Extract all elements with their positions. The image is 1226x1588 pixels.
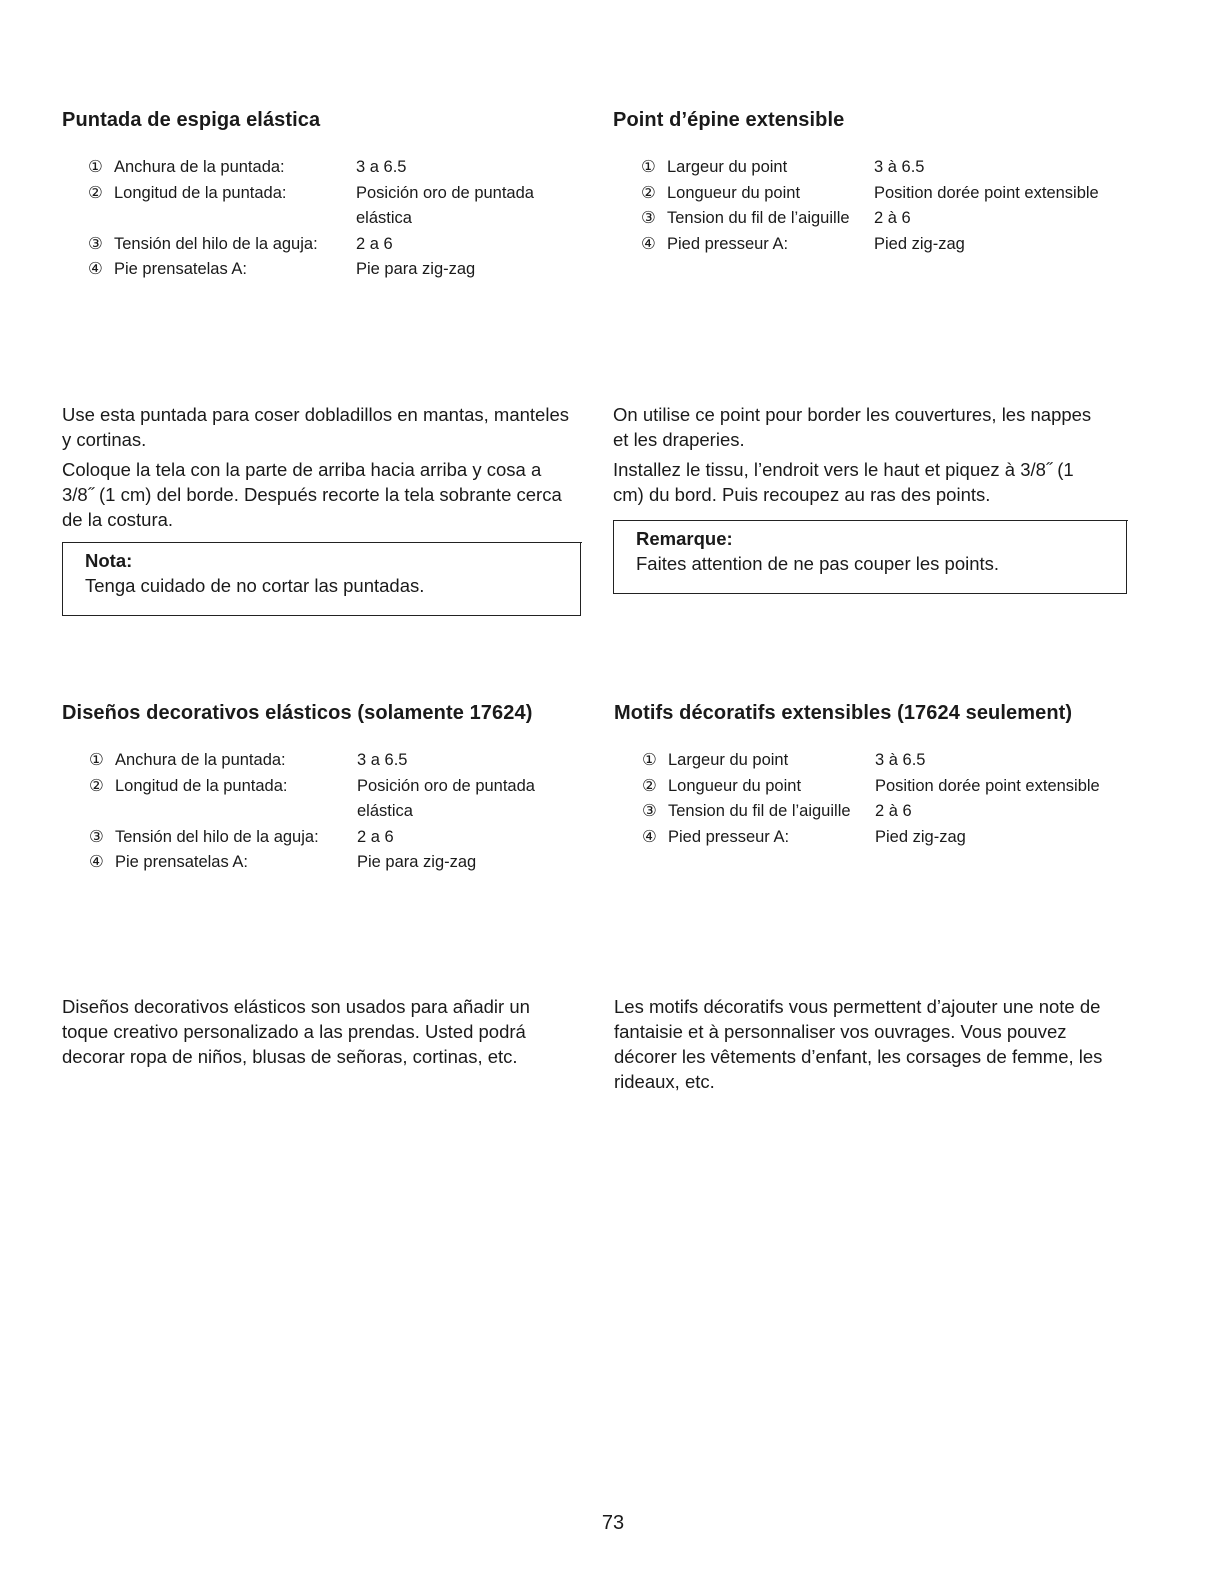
note-title: Remarque: [636,528,733,549]
number-1-icon: ① [642,751,657,769]
note-text: Tenga cuidado de no cortar las puntadas. [85,575,425,596]
number-2-icon: ② [642,776,657,795]
heading-point-epine: Point d’épine extensible [613,109,845,131]
setting-label: Anchura de la puntada: [114,158,285,176]
setting-value: Pied zig-zag [875,827,966,846]
number-1-icon: ① [89,751,104,769]
number-4-icon: ④ [88,260,103,278]
setting-value: 3 à 6.5 [874,158,925,176]
setting-value: 3 a 6.5 [357,751,408,769]
settings-list-left-2 [89,748,589,876]
setting-label: Pied presseur A: [668,827,790,846]
note-box-right [613,520,1127,594]
paragraph-block-left-1 [62,402,572,537]
setting-row [88,232,588,258]
setting-row [641,181,1201,207]
paragraph-block-left-2 [62,994,580,1074]
setting-row [89,774,589,825]
page-number: 73 [601,1512,625,1534]
setting-row [642,774,1202,800]
setting-label: Longitud de la puntada: [114,183,287,202]
setting-row [642,825,1202,851]
setting-value: Posición oro de puntada elástica [356,183,534,227]
setting-label: Longueur du point [668,776,802,795]
paragraph: Les motifs décoratifs vous permettent d’ajouter une note de fantaisie et à personnaliser vos ouvrages. Vous pouvez décorer les vêtements d’enfant, les corsages de femme, les rideaux, etc. [614,996,1103,1092]
setting-value: 2 a 6 [357,827,394,846]
number-3-icon: ③ [88,234,103,253]
setting-label: Longueur du point [667,183,801,202]
setting-label: Tensión del hilo de la aguja: [114,234,318,253]
setting-row [88,181,588,232]
setting-row [89,825,589,851]
paragraph-block-right-2 [614,994,1130,1099]
setting-value: Position dorée point extensible [875,776,1100,795]
setting-value: Pied zig-zag [874,234,965,253]
setting-label: Pie prensatelas A: [115,853,248,871]
setting-row [88,257,588,283]
paragraph: Coloque la tela con la parte de arriba hacia arriba y cosa a 3/8˝ (1 cm) del borde. Después recorte la tela sobrante cerca de la costura. [62,459,562,530]
setting-label: Pie prensatelas A: [114,260,247,278]
number-4-icon: ④ [642,827,657,846]
setting-label: Tensión del hilo de la aguja: [115,827,319,846]
note-text: Faites attention de ne pas couper les points. [636,553,1000,574]
settings-list-right-1 [641,155,1201,257]
note-box-left [62,542,581,616]
paragraph: Use esta puntada para coser dobladillos en mantas, manteles y cortinas. [62,404,569,450]
setting-value: 3 à 6.5 [875,751,926,769]
settings-list-left-1 [88,155,588,283]
setting-label: Pied presseur A: [667,234,789,253]
setting-label: Tension du fil de l’aiguille [668,802,851,820]
setting-value: 3 a 6.5 [356,158,407,176]
setting-row [88,155,588,181]
setting-row [642,748,1202,774]
settings-list-right-2 [642,748,1202,850]
setting-value: 2 a 6 [356,234,393,253]
setting-value: Pie para zig-zag [356,260,476,278]
paragraph: Installez le tissu, l’endroit vers le haut et piquez à 3/8˝ (1 cm) du bord. Puis recoupez au ras des points. [613,459,1074,505]
setting-row [641,155,1201,181]
setting-value: 2 à 6 [875,802,912,820]
note-title: Nota: [85,550,133,571]
number-2-icon: ② [88,183,103,202]
setting-value: Position dorée point extensible [874,183,1099,202]
setting-label: Largeur du point [668,751,789,769]
number-1-icon: ① [88,158,103,176]
paragraph-block-right-1 [613,402,1103,512]
setting-label: Largeur du point [667,158,788,176]
number-2-icon: ② [641,183,656,202]
number-4-icon: ④ [89,853,104,871]
number-3-icon: ③ [89,827,104,846]
paragraph: Diseños decorativos elásticos son usados para añadir un toque creativo personalizado a las prendas. Usted podrá decorar ropa de niños, blusas de señoras, cortinas, etc. [62,996,530,1067]
setting-row [641,232,1201,258]
setting-row [89,850,589,876]
setting-value: Posición oro de puntada elástica [357,776,535,820]
number-3-icon: ③ [642,802,657,820]
setting-value: 2 à 6 [874,209,911,227]
number-1-icon: ① [641,158,656,176]
paragraph: On utilise ce point pour border les couvertures, les nappes et les draperies. [613,404,1092,450]
heading-puntada-espiga: Puntada de espiga elástica [62,109,321,131]
heading-motifs-decoratifs: Motifs décoratifs extensibles (17624 seulement) [614,702,1073,724]
setting-row [641,206,1201,232]
setting-label: Tension du fil de l’aiguille [667,209,850,227]
setting-row [642,799,1202,825]
setting-label: Anchura de la puntada: [115,751,286,769]
number-3-icon: ③ [641,209,656,227]
setting-value: Pie para zig-zag [357,853,477,871]
setting-row [89,748,589,774]
setting-label: Longitud de la puntada: [115,776,288,795]
heading-disenos-decorativos: Diseños decorativos elásticos (solamente 17624) [62,702,533,724]
number-2-icon: ② [89,776,104,795]
number-4-icon: ④ [641,234,656,253]
